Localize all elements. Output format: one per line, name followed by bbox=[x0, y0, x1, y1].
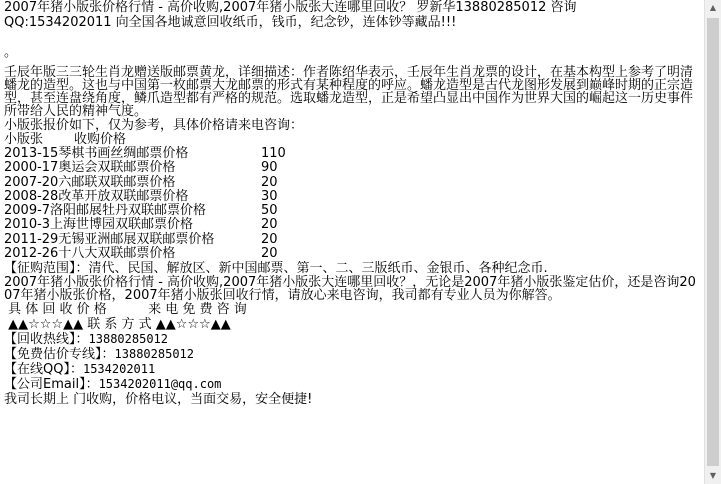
column-header-price: 收购价格 bbox=[74, 132, 127, 147]
table-row bbox=[4, 233, 709, 247]
contact-label: 【公司Email】： bbox=[4, 377, 99, 393]
price-table bbox=[4, 147, 709, 261]
contact-appraisal-line bbox=[4, 347, 709, 362]
dot-line: 。 bbox=[4, 45, 18, 60]
vertical-scrollbar[interactable] bbox=[704, 0, 721, 484]
row-name: 2012-26十八大双联邮票价格 bbox=[4, 246, 176, 262]
contact-qq bbox=[4, 362, 709, 377]
contact-value: 13880285012 bbox=[88, 332, 168, 347]
row-price: 50 bbox=[261, 203, 278, 219]
table-row bbox=[4, 247, 709, 261]
row-price: 110 bbox=[261, 146, 286, 161]
row-price: 20 bbox=[261, 174, 278, 190]
row-price: 20 bbox=[261, 246, 278, 262]
purchase-scope: 【征购范围】：清代、民国、解放区、新中国邮票、第一、二、三版纸币、金银币、各种纪念币. bbox=[4, 261, 548, 277]
contact-value: 1534202011 bbox=[82, 362, 156, 377]
intro-qq-line: QQ:1534202011 向全国各地诚意回收纸币，钱币，纪念钞，连体钞等藏品!!! bbox=[4, 15, 457, 30]
row-name: 2000-17奥运会双联邮票价格 bbox=[4, 160, 176, 176]
row-name: 2007-20六邮联双联邮票价格 bbox=[4, 174, 176, 190]
price-note: 小版张报价如下，仅为参考，具体价格请来电咨询： bbox=[4, 118, 304, 133]
row-price: 30 bbox=[261, 188, 278, 204]
contact-hotline bbox=[4, 332, 709, 347]
row-price: 20 bbox=[261, 231, 278, 247]
scrollbar-thumb[interactable] bbox=[707, 18, 719, 466]
column-header-item: 小版张 bbox=[4, 132, 44, 147]
contact-heading: ▲▲☆☆☆▲▲ 联 系 方 式 ▲▲☆☆☆▲▲ bbox=[4, 317, 231, 333]
contact-label: 【在线QQ】： bbox=[4, 362, 83, 378]
appraisal-paragraph: 2007年猪小版张价格行情 - 高价收购,2007年猪小版张大连哪里回收？，无论是2007年猪小版张鉴定估价，还是咨询2007年猪小版张价格，2007年猪小版张回收行情，请放心来电咨询，我司都有专业人员为你解答。 bbox=[4, 275, 696, 304]
row-name: 2009-7洛阳邮展牡丹双联邮票价格 bbox=[4, 203, 207, 219]
row-name: 2011-29无锡亚洲邮展双联邮票价格 bbox=[4, 231, 215, 247]
table-row bbox=[4, 218, 709, 232]
contact-value: 1534202011@qq.com bbox=[98, 377, 222, 392]
price-heading: 具 体 回 收 价 格 来 电 免 费 咨 询 bbox=[4, 302, 247, 318]
row-price: 90 bbox=[261, 160, 278, 176]
table-header bbox=[4, 133, 709, 147]
contact-value: 13880285012 bbox=[114, 347, 194, 362]
row-name: 2008-28改革开放双联邮票价格 bbox=[4, 188, 189, 204]
closing-line: 我司长期上 门收购，价格电议，当面交易，安全便捷! bbox=[4, 392, 313, 408]
description-paragraph: 壬辰年版三三轮生肖龙赠送版邮票黄龙，详细描述：作者陈绍华表示，壬辰年生肖龙票的设计，在基本构型上参考了明清蟠龙的造型。这也与中国第一枚邮票大龙邮票的形式有某种程度的呼应。蟠龙造型是古代龙图形发展到巅峰时期的正宗造型，甚至连盘绕角度，鳞爪造型都有严格的规范。选取蟠龙造型，正是希望凸显出中国作为世界大国的崛起这一历史事件所带给人民的精神气度。 bbox=[4, 65, 694, 119]
contact-label: 【免费估价专线】： bbox=[4, 347, 115, 363]
row-name: 2010-3上海世博园双联邮票价格 bbox=[4, 217, 194, 233]
contact-email bbox=[4, 377, 709, 392]
scroll-down-arrow-icon[interactable]: ▼ bbox=[705, 468, 721, 484]
row-name: 2013-15琴棋书画丝绸邮票价格 bbox=[4, 146, 189, 161]
scroll-up-arrow-icon[interactable]: ▲ bbox=[705, 0, 721, 16]
row-price: 20 bbox=[261, 217, 278, 233]
contact-label: 【回收热线】： bbox=[4, 332, 89, 348]
intro-line: 2007年猪小版张价格行情 - 高价收购,2007年猪小版张大连哪里回收？ 罗新华13880285012 咨询 bbox=[4, 0, 577, 15]
table-row bbox=[4, 161, 709, 175]
table-row bbox=[4, 176, 709, 190]
blank-line bbox=[4, 30, 709, 45]
